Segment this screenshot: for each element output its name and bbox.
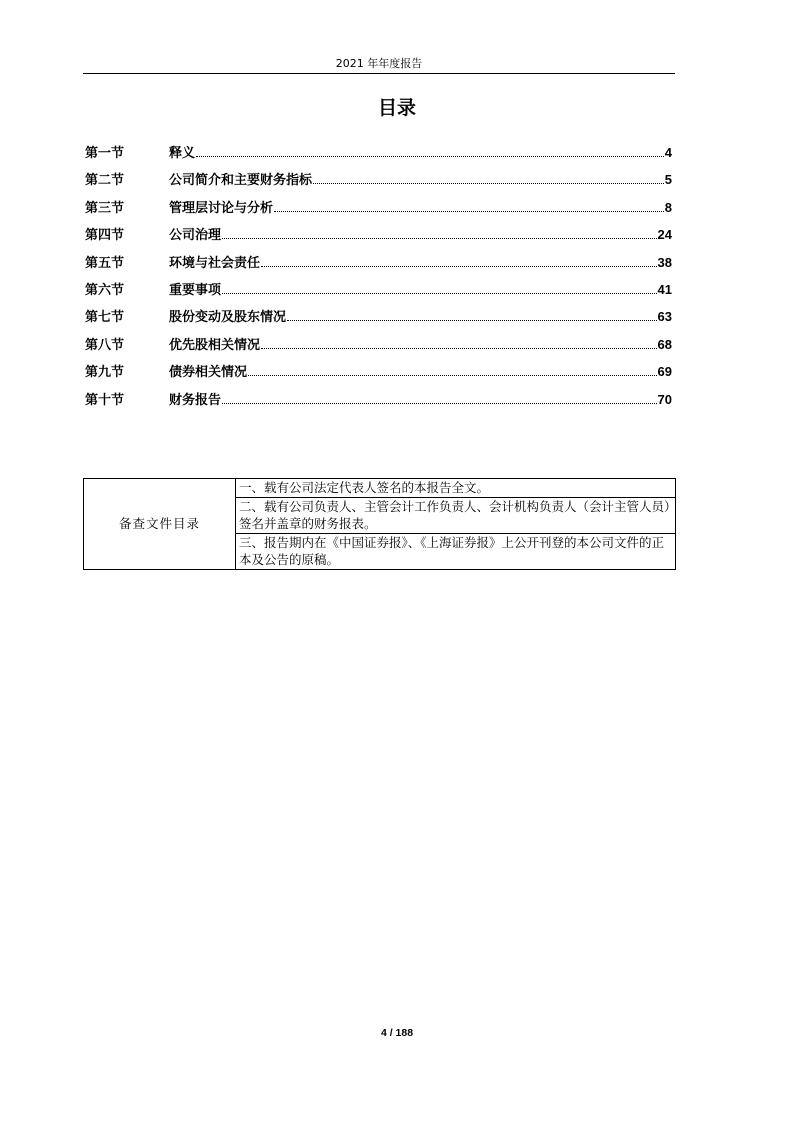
- toc-leader-dots: [274, 211, 664, 212]
- reference-documents-table: [83, 478, 676, 570]
- toc-page-number: 69: [657, 364, 672, 380]
- table-of-contents: [85, 143, 672, 417]
- toc-section-title: 公司治理: [169, 228, 222, 244]
- page-title: 目录: [377, 97, 416, 119]
- toc-page-number: 8: [664, 199, 672, 215]
- toc-leader-dots: [222, 293, 657, 294]
- toc-leader-dots: [248, 375, 657, 376]
- toc-section-number: 第六节: [85, 282, 125, 298]
- page-indicator: 4 / 188: [380, 1027, 414, 1039]
- toc-section-title: 财务报告: [169, 392, 222, 408]
- toc-page-number: 4: [664, 145, 672, 160]
- reference-docs-label: 备查文件目录: [84, 479, 236, 570]
- toc-section-number: 第五节: [85, 255, 125, 271]
- toc-entry[interactable]: [85, 143, 672, 170]
- toc-page-number: 70: [657, 391, 672, 407]
- toc-section-number: 第二节: [85, 173, 125, 189]
- toc-section-title: 优先股相关情况: [169, 337, 261, 353]
- toc-page-number: 63: [657, 309, 672, 325]
- toc-page-number: 5: [664, 172, 672, 188]
- toc-leader-dots: [287, 320, 657, 321]
- toc-section-number: 第九节: [85, 365, 125, 381]
- toc-entry[interactable]: [85, 307, 672, 334]
- toc-leader-dots: [222, 238, 657, 239]
- toc-leader-dots: [196, 156, 664, 157]
- reference-doc-item: 三、报告期内在《中国证券报》、《上海证券报》上公开刊登的本公司文件的正本及公告的原稿。: [236, 533, 676, 569]
- toc-section-number: 第三节: [85, 200, 125, 216]
- table-row: [84, 479, 676, 498]
- toc-leader-dots: [261, 348, 657, 349]
- toc-section-title: 环境与社会责任: [169, 255, 261, 271]
- toc-section-number: 第十节: [85, 392, 125, 408]
- toc-section-number: 第七节: [85, 310, 125, 326]
- toc-section-title: 公司简介和主要财务指标: [169, 173, 313, 189]
- reference-doc-item: 一、载有公司法定代表人签名的本报告全文。: [236, 479, 676, 498]
- toc-entry[interactable]: [85, 225, 672, 252]
- toc-entry[interactable]: [85, 253, 672, 280]
- toc-section-title: 债券相关情况: [169, 365, 248, 381]
- page-header: 2021 年年度报告: [335, 57, 423, 70]
- header-divider: [83, 73, 675, 74]
- toc-leader-dots: [313, 183, 664, 184]
- toc-entry[interactable]: [85, 280, 672, 307]
- toc-entry[interactable]: [85, 170, 672, 197]
- toc-section-number: 第八节: [85, 337, 125, 353]
- toc-section-title: 释义: [169, 146, 196, 161]
- toc-page-number: 38: [657, 254, 672, 270]
- toc-section-title: 股份变动及股东情况: [169, 310, 287, 326]
- toc-entry[interactable]: [85, 362, 672, 389]
- toc-section-title: 重要事项: [169, 282, 222, 298]
- toc-section-number: 第一节: [85, 146, 125, 161]
- toc-leader-dots: [222, 403, 657, 404]
- toc-section-number: 第四节: [85, 228, 125, 244]
- toc-page-number: 68: [657, 336, 672, 352]
- toc-section-title: 管理层讨论与分析: [169, 200, 274, 216]
- toc-leader-dots: [261, 266, 657, 267]
- toc-page-number: 41: [657, 281, 672, 297]
- toc-entry[interactable]: [85, 198, 672, 225]
- toc-entry[interactable]: [85, 335, 672, 362]
- reference-doc-item: 二、载有公司负责人、主管会计工作负责人、会计机构负责人（会计主管人员）签名并盖章的财务报表。: [236, 497, 676, 533]
- toc-entry[interactable]: [85, 390, 672, 417]
- toc-page-number: 24: [657, 227, 672, 243]
